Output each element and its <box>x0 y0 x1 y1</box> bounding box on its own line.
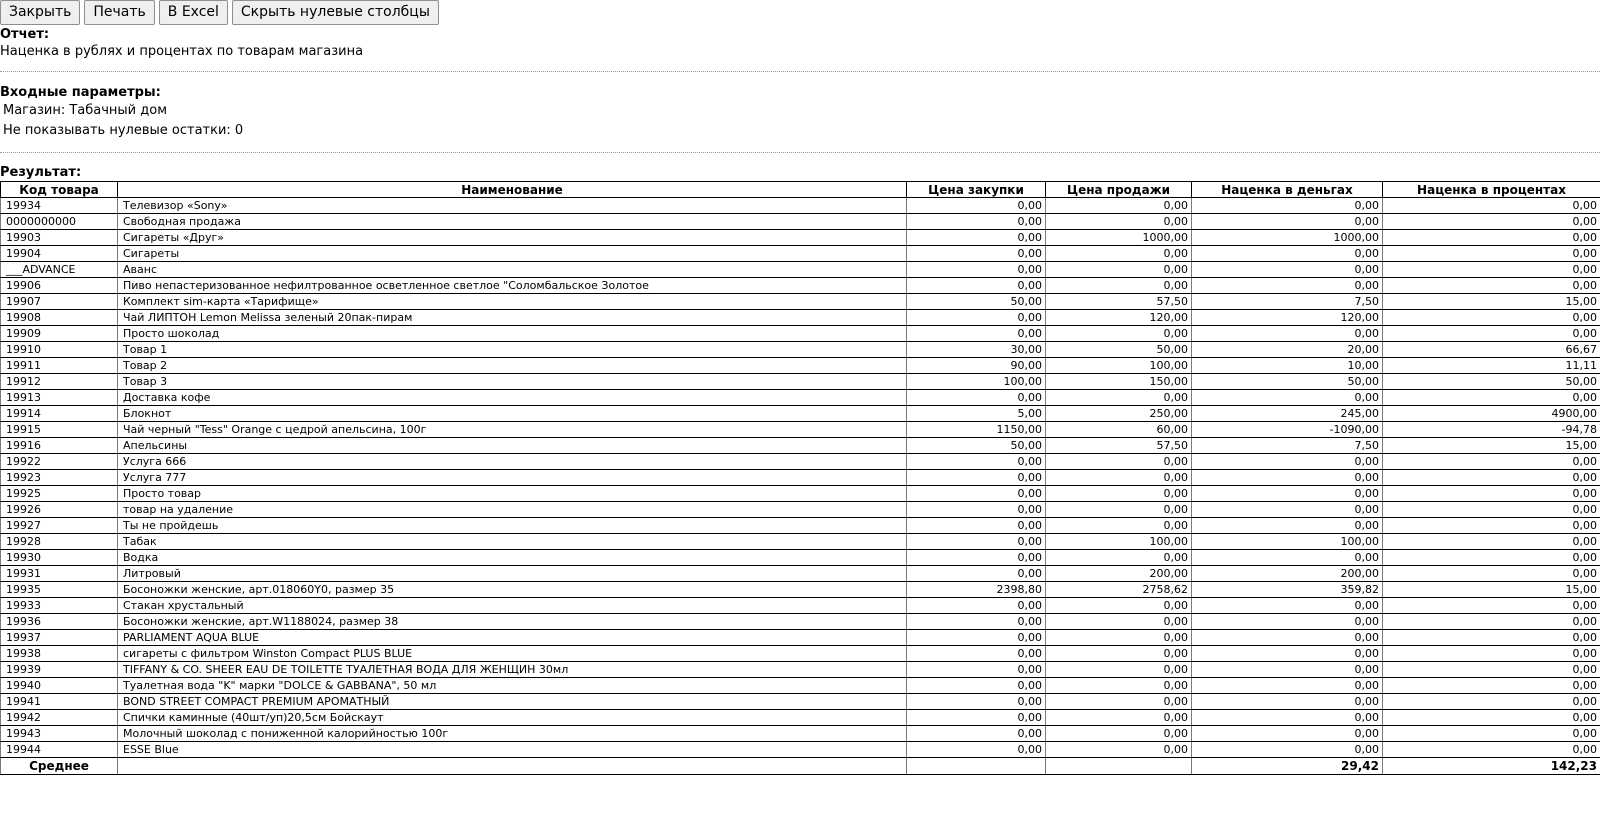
cell-sale-price: 0,00 <box>1046 694 1192 710</box>
table-row <box>1 486 1600 502</box>
cell-purchase-price: 0,00 <box>907 566 1046 582</box>
cell-markup-money: 0,00 <box>1192 262 1383 278</box>
cell-name: Телевизор «Sony» <box>118 198 907 214</box>
table-row <box>1 358 1600 374</box>
cell-markup-percent: 0,00 <box>1383 310 1600 326</box>
cell-purchase-price: 0,00 <box>907 534 1046 550</box>
cell-purchase-price: 0,00 <box>907 518 1046 534</box>
cell-markup-percent: 0,00 <box>1383 550 1600 566</box>
cell-name: Чай черный "Tess" Orange с цедрой апельсина, 100г <box>118 422 907 438</box>
cell-sale-price: 0,00 <box>1046 630 1192 646</box>
cell-markup-money: 7,50 <box>1192 438 1383 454</box>
cell-name: Стакан хрустальный <box>118 598 907 614</box>
cell-name: Блокнот <box>118 406 907 422</box>
report-title: Наценка в рублях и процентах по товарам магазина <box>0 44 364 59</box>
cell-name: Услуга 777 <box>118 470 907 486</box>
cell-name: Табак <box>118 534 907 550</box>
cell-markup-percent: 0,00 <box>1383 390 1600 406</box>
cell-purchase-price: 0,00 <box>907 742 1046 758</box>
table-row <box>1 662 1600 678</box>
cell-sale-price: 0,00 <box>1046 454 1192 470</box>
table-row <box>1 230 1600 246</box>
report-heading: Отчет: <box>0 27 50 42</box>
cell-name: Водка <box>118 550 907 566</box>
cell-markup-percent: 4900,00 <box>1383 406 1600 422</box>
cell-sale-price: 0,00 <box>1046 678 1192 694</box>
column-header-markup-money: Наценка в деньгах <box>1192 182 1383 198</box>
cell-sale-price: 150,00 <box>1046 374 1192 390</box>
cell-sale-price: 0,00 <box>1046 710 1192 726</box>
cell-name: Аванс <box>118 262 907 278</box>
cell-name: PARLIAMENT AQUA BLUE <box>118 630 907 646</box>
cell-markup-percent: 0,00 <box>1383 678 1600 694</box>
cell-sale-price: 1000,00 <box>1046 230 1192 246</box>
average-markup-percent: 142,23 <box>1383 758 1600 775</box>
table-row <box>1 726 1600 742</box>
cell-sale-price: 0,00 <box>1046 518 1192 534</box>
table-row <box>1 326 1600 342</box>
cell-markup-percent: 11,11 <box>1383 358 1600 374</box>
cell-name: Чай ЛИПТОН Lemon Melissa зеленый 20пак-пирам <box>118 310 907 326</box>
cell-sale-price: 0,00 <box>1046 198 1192 214</box>
cell-name: Молочный шоколад с пониженной калорийностью 100г <box>118 726 907 742</box>
table-row <box>1 246 1600 262</box>
params-heading: Входные параметры: <box>0 85 161 100</box>
cell-purchase-price: 0,00 <box>907 646 1046 662</box>
cell-purchase-price: 0,00 <box>907 470 1046 486</box>
cell-code: 19907 <box>1 294 118 310</box>
table-row <box>1 278 1600 294</box>
cell-markup-money: 0,00 <box>1192 550 1383 566</box>
cell-markup-percent: 0,00 <box>1383 534 1600 550</box>
cell-markup-percent: 0,00 <box>1383 502 1600 518</box>
cell-markup-money: 0,00 <box>1192 390 1383 406</box>
cell-code: 19933 <box>1 598 118 614</box>
cell-sale-price: 0,00 <box>1046 214 1192 230</box>
cell-markup-percent: 0,00 <box>1383 278 1600 294</box>
cell-code: 19914 <box>1 406 118 422</box>
cell-markup-money: 0,00 <box>1192 214 1383 230</box>
cell-markup-percent: 15,00 <box>1383 438 1600 454</box>
cell-markup-percent: -94,78 <box>1383 422 1600 438</box>
cell-code: 19926 <box>1 502 118 518</box>
cell-purchase-price: 100,00 <box>907 374 1046 390</box>
cell-code: 19909 <box>1 326 118 342</box>
cell-sale-price: 0,00 <box>1046 598 1192 614</box>
report-section <box>0 26 1600 60</box>
column-header-sale-price: Цена продажи <box>1046 182 1192 198</box>
cell-code: 19923 <box>1 470 118 486</box>
cell-sale-price: 0,00 <box>1046 470 1192 486</box>
cell-name: Литровый <box>118 566 907 582</box>
cell-markup-percent: 0,00 <box>1383 326 1600 342</box>
cell-code: 19943 <box>1 726 118 742</box>
column-header-code: Код товара <box>1 182 118 198</box>
cell-purchase-price: 0,00 <box>907 550 1046 566</box>
cell-markup-money: 200,00 <box>1192 566 1383 582</box>
cell-sale-price: 60,00 <box>1046 422 1192 438</box>
cell-sale-price: 57,50 <box>1046 438 1192 454</box>
cell-code: 19935 <box>1 582 118 598</box>
cell-markup-money: 120,00 <box>1192 310 1383 326</box>
cell-name: ESSE Blue <box>118 742 907 758</box>
table-row <box>1 438 1600 454</box>
param-shop: Магазин: Табачный дом <box>3 103 168 118</box>
cell-markup-percent: 0,00 <box>1383 598 1600 614</box>
cell-purchase-price: 2398,80 <box>907 582 1046 598</box>
cell-name: Босоножки женские, арт.018060Y0, размер 35 <box>118 582 907 598</box>
cell-sale-price: 200,00 <box>1046 566 1192 582</box>
table-row <box>1 550 1600 566</box>
table-row <box>1 646 1600 662</box>
cell-purchase-price: 0,00 <box>907 390 1046 406</box>
cell-name: Спички каминные (40шт/уп)20,5см Бойскаут <box>118 710 907 726</box>
cell-markup-money: 0,00 <box>1192 742 1383 758</box>
cell-code: 19944 <box>1 742 118 758</box>
cell-markup-money: 0,00 <box>1192 694 1383 710</box>
cell-code: 19927 <box>1 518 118 534</box>
cell-markup-percent: 0,00 <box>1383 214 1600 230</box>
cell-markup-money: 0,00 <box>1192 278 1383 294</box>
table-row <box>1 390 1600 406</box>
cell-purchase-price: 0,00 <box>907 710 1046 726</box>
cell-sale-price: 0,00 <box>1046 502 1192 518</box>
cell-code: 19910 <box>1 342 118 358</box>
cell-markup-percent: 0,00 <box>1383 726 1600 742</box>
cell-markup-percent: 66,67 <box>1383 342 1600 358</box>
cell-sale-price: 2758,62 <box>1046 582 1192 598</box>
cell-name: Пиво непастеризованное нефилтрованное осветленное светлое "Соломбальское Золотое <box>118 278 907 294</box>
cell-purchase-price: 1150,00 <box>907 422 1046 438</box>
table-row <box>1 582 1600 598</box>
cell-markup-percent: 0,00 <box>1383 614 1600 630</box>
cell-markup-percent: 0,00 <box>1383 262 1600 278</box>
cell-purchase-price: 0,00 <box>907 230 1046 246</box>
cell-markup-percent: 0,00 <box>1383 694 1600 710</box>
cell-purchase-price: 5,00 <box>907 406 1046 422</box>
cell-name: сигареты с фильтром Winston Compact PLUS BLUE <box>118 646 907 662</box>
column-header-markup-percent: Наценка в процентах <box>1383 182 1600 198</box>
cell-sale-price: 0,00 <box>1046 742 1192 758</box>
cell-purchase-price: 0,00 <box>907 502 1046 518</box>
cell-markup-money: 7,50 <box>1192 294 1383 310</box>
cell-code: 19931 <box>1 566 118 582</box>
table-row <box>1 262 1600 278</box>
cell-purchase-price: 0,00 <box>907 214 1046 230</box>
cell-name: Товар 3 <box>118 374 907 390</box>
cell-code: 19928 <box>1 534 118 550</box>
cell-sale-price: 100,00 <box>1046 534 1192 550</box>
cell-markup-money: 0,00 <box>1192 710 1383 726</box>
cell-markup-money: 359,82 <box>1192 582 1383 598</box>
table-row <box>1 630 1600 646</box>
table-row <box>1 710 1600 726</box>
cell-markup-percent: 0,00 <box>1383 742 1600 758</box>
cell-markup-percent: 0,00 <box>1383 230 1600 246</box>
cell-markup-money: 0,00 <box>1192 662 1383 678</box>
cell-name: Апельсины <box>118 438 907 454</box>
cell-markup-money: 0,00 <box>1192 326 1383 342</box>
cell-markup-money: 0,00 <box>1192 198 1383 214</box>
cell-markup-percent: 0,00 <box>1383 630 1600 646</box>
cell-markup-percent: 0,00 <box>1383 470 1600 486</box>
cell-name: Босоножки женские, арт.W1188024, размер 38 <box>118 614 907 630</box>
cell-markup-money: 20,00 <box>1192 342 1383 358</box>
average-markup-money: 29,42 <box>1192 758 1383 775</box>
cell-sale-price: 0,00 <box>1046 390 1192 406</box>
export-excel-button[interactable]: В Excel <box>159 0 228 25</box>
cell-markup-percent: 0,00 <box>1383 646 1600 662</box>
cell-purchase-price: 50,00 <box>907 294 1046 310</box>
hide-zero-columns-button[interactable]: Скрыть нулевые столбцы <box>232 0 439 25</box>
cell-markup-money: 0,00 <box>1192 486 1383 502</box>
cell-name: Услуга 666 <box>118 454 907 470</box>
cell-code: 19903 <box>1 230 118 246</box>
cell-markup-money: 50,00 <box>1192 374 1383 390</box>
table-row <box>1 214 1600 230</box>
cell-purchase-price: 0,00 <box>907 614 1046 630</box>
table-row <box>1 694 1600 710</box>
cell-markup-money: 0,00 <box>1192 678 1383 694</box>
column-header-name: Наименование <box>118 182 907 198</box>
table-row <box>1 742 1600 758</box>
cell-purchase-price: 0,00 <box>907 198 1046 214</box>
close-button[interactable]: Закрыть <box>0 0 80 25</box>
cell-purchase-price: 0,00 <box>907 310 1046 326</box>
results-table <box>0 181 1600 775</box>
cell-name: BOND STREET COMPACT PREMIUM АРОМАТНЫЙ <box>118 694 907 710</box>
average-row <box>1 758 1600 775</box>
cell-code: 19930 <box>1 550 118 566</box>
cell-code: 19942 <box>1 710 118 726</box>
cell-purchase-price: 0,00 <box>907 278 1046 294</box>
cell-markup-money: 245,00 <box>1192 406 1383 422</box>
params-section <box>0 72 1600 141</box>
cell-markup-percent: 0,00 <box>1383 662 1600 678</box>
cell-markup-money: 0,00 <box>1192 470 1383 486</box>
cell-purchase-price: 0,00 <box>907 694 1046 710</box>
cell-code: 19925 <box>1 486 118 502</box>
cell-markup-money: 1000,00 <box>1192 230 1383 246</box>
cell-code: 19911 <box>1 358 118 374</box>
cell-code: 19939 <box>1 662 118 678</box>
cell-markup-money: 0,00 <box>1192 630 1383 646</box>
table-row <box>1 454 1600 470</box>
cell-sale-price: 0,00 <box>1046 246 1192 262</box>
cell-markup-money: 10,00 <box>1192 358 1383 374</box>
cell-markup-money: 0,00 <box>1192 726 1383 742</box>
cell-sale-price: 100,00 <box>1046 358 1192 374</box>
cell-name: товар на удаление <box>118 502 907 518</box>
cell-code: 19940 <box>1 678 118 694</box>
table-header-row <box>1 182 1600 198</box>
cell-code: 19908 <box>1 310 118 326</box>
cell-code: 19904 <box>1 246 118 262</box>
cell-markup-money: -1090,00 <box>1192 422 1383 438</box>
table-row <box>1 422 1600 438</box>
result-section <box>0 153 1600 181</box>
cell-markup-percent: 0,00 <box>1383 486 1600 502</box>
cell-markup-money: 0,00 <box>1192 454 1383 470</box>
table-row <box>1 342 1600 358</box>
cell-sale-price: 0,00 <box>1046 262 1192 278</box>
toolbar <box>0 0 1600 26</box>
cell-sale-price: 120,00 <box>1046 310 1192 326</box>
table-row <box>1 518 1600 534</box>
result-heading: Результат: <box>0 165 82 180</box>
cell-sale-price: 0,00 <box>1046 614 1192 630</box>
cell-name: Сигареты <box>118 246 907 262</box>
cell-purchase-price: 90,00 <box>907 358 1046 374</box>
cell-code: 19941 <box>1 694 118 710</box>
average-cell <box>1046 758 1192 775</box>
cell-sale-price: 0,00 <box>1046 726 1192 742</box>
cell-markup-money: 0,00 <box>1192 502 1383 518</box>
cell-name: Комплект sim-карта «Тарифище» <box>118 294 907 310</box>
cell-sale-price: 0,00 <box>1046 326 1192 342</box>
table-row <box>1 598 1600 614</box>
cell-markup-money: 100,00 <box>1192 534 1383 550</box>
cell-name: Доставка кофе <box>118 390 907 406</box>
table-row <box>1 502 1600 518</box>
cell-name: Товар 2 <box>118 358 907 374</box>
cell-purchase-price: 0,00 <box>907 262 1046 278</box>
cell-sale-price: 0,00 <box>1046 662 1192 678</box>
cell-code: 19922 <box>1 454 118 470</box>
cell-name: Туалетная вода "K" марки "DOLCE & GABBANA", 50 мл <box>118 678 907 694</box>
cell-code: 19906 <box>1 278 118 294</box>
cell-code: 19912 <box>1 374 118 390</box>
cell-markup-percent: 0,00 <box>1383 246 1600 262</box>
cell-purchase-price: 0,00 <box>907 630 1046 646</box>
cell-markup-percent: 15,00 <box>1383 294 1600 310</box>
cell-markup-percent: 0,00 <box>1383 518 1600 534</box>
cell-sale-price: 250,00 <box>1046 406 1192 422</box>
cell-markup-percent: 0,00 <box>1383 710 1600 726</box>
print-button[interactable]: Печать <box>84 0 154 25</box>
table-row <box>1 534 1600 550</box>
cell-code: 0000000000 <box>1 214 118 230</box>
cell-code: 19916 <box>1 438 118 454</box>
table-row <box>1 406 1600 422</box>
cell-code: 19937 <box>1 630 118 646</box>
table-row <box>1 374 1600 390</box>
cell-purchase-price: 0,00 <box>907 598 1046 614</box>
column-header-purchase-price: Цена закупки <box>907 182 1046 198</box>
cell-purchase-price: 0,00 <box>907 486 1046 502</box>
cell-purchase-price: 30,00 <box>907 342 1046 358</box>
cell-markup-money: 0,00 <box>1192 646 1383 662</box>
cell-markup-percent: 15,00 <box>1383 582 1600 598</box>
cell-sale-price: 0,00 <box>1046 486 1192 502</box>
cell-name: TIFFANY & CO. SHEER EAU DE TOILETTE ТУАЛЕТНАЯ ВОДА ДЛЯ ЖЕНЩИН 30мл <box>118 662 907 678</box>
cell-name: Товар 1 <box>118 342 907 358</box>
cell-purchase-price: 0,00 <box>907 246 1046 262</box>
cell-markup-percent: 0,00 <box>1383 566 1600 582</box>
cell-purchase-price: 0,00 <box>907 454 1046 470</box>
cell-markup-percent: 50,00 <box>1383 374 1600 390</box>
cell-markup-percent: 0,00 <box>1383 198 1600 214</box>
cell-markup-money: 0,00 <box>1192 518 1383 534</box>
cell-code: 19934 <box>1 198 118 214</box>
cell-purchase-price: 0,00 <box>907 726 1046 742</box>
cell-sale-price: 0,00 <box>1046 646 1192 662</box>
table-row <box>1 310 1600 326</box>
cell-purchase-price: 50,00 <box>907 438 1046 454</box>
cell-name: Сигареты «Друг» <box>118 230 907 246</box>
cell-markup-money: 0,00 <box>1192 598 1383 614</box>
average-cell <box>907 758 1046 775</box>
average-label: Среднее <box>1 758 118 775</box>
table-row <box>1 294 1600 310</box>
cell-sale-price: 50,00 <box>1046 342 1192 358</box>
param-hide-zero: Не показывать нулевые остатки: 0 <box>3 123 244 138</box>
cell-markup-money: 0,00 <box>1192 614 1383 630</box>
cell-name: Просто товар <box>118 486 907 502</box>
table-body <box>1 198 1600 758</box>
cell-code: 19913 <box>1 390 118 406</box>
cell-code: ___ADVANCE <box>1 262 118 278</box>
cell-sale-price: 0,00 <box>1046 278 1192 294</box>
cell-name: Просто шоколад <box>118 326 907 342</box>
cell-markup-money: 0,00 <box>1192 246 1383 262</box>
cell-purchase-price: 0,00 <box>907 326 1046 342</box>
cell-name: Ты не пройдешь <box>118 518 907 534</box>
table-row <box>1 614 1600 630</box>
cell-code: 19915 <box>1 422 118 438</box>
cell-sale-price: 0,00 <box>1046 550 1192 566</box>
table-row <box>1 470 1600 486</box>
cell-name: Свободная продажа <box>118 214 907 230</box>
cell-code: 19938 <box>1 646 118 662</box>
table-row <box>1 198 1600 214</box>
cell-purchase-price: 0,00 <box>907 678 1046 694</box>
table-row <box>1 678 1600 694</box>
average-cell <box>118 758 907 775</box>
cell-purchase-price: 0,00 <box>907 662 1046 678</box>
cell-code: 19936 <box>1 614 118 630</box>
cell-sale-price: 57,50 <box>1046 294 1192 310</box>
table-row <box>1 566 1600 582</box>
cell-markup-percent: 0,00 <box>1383 454 1600 470</box>
